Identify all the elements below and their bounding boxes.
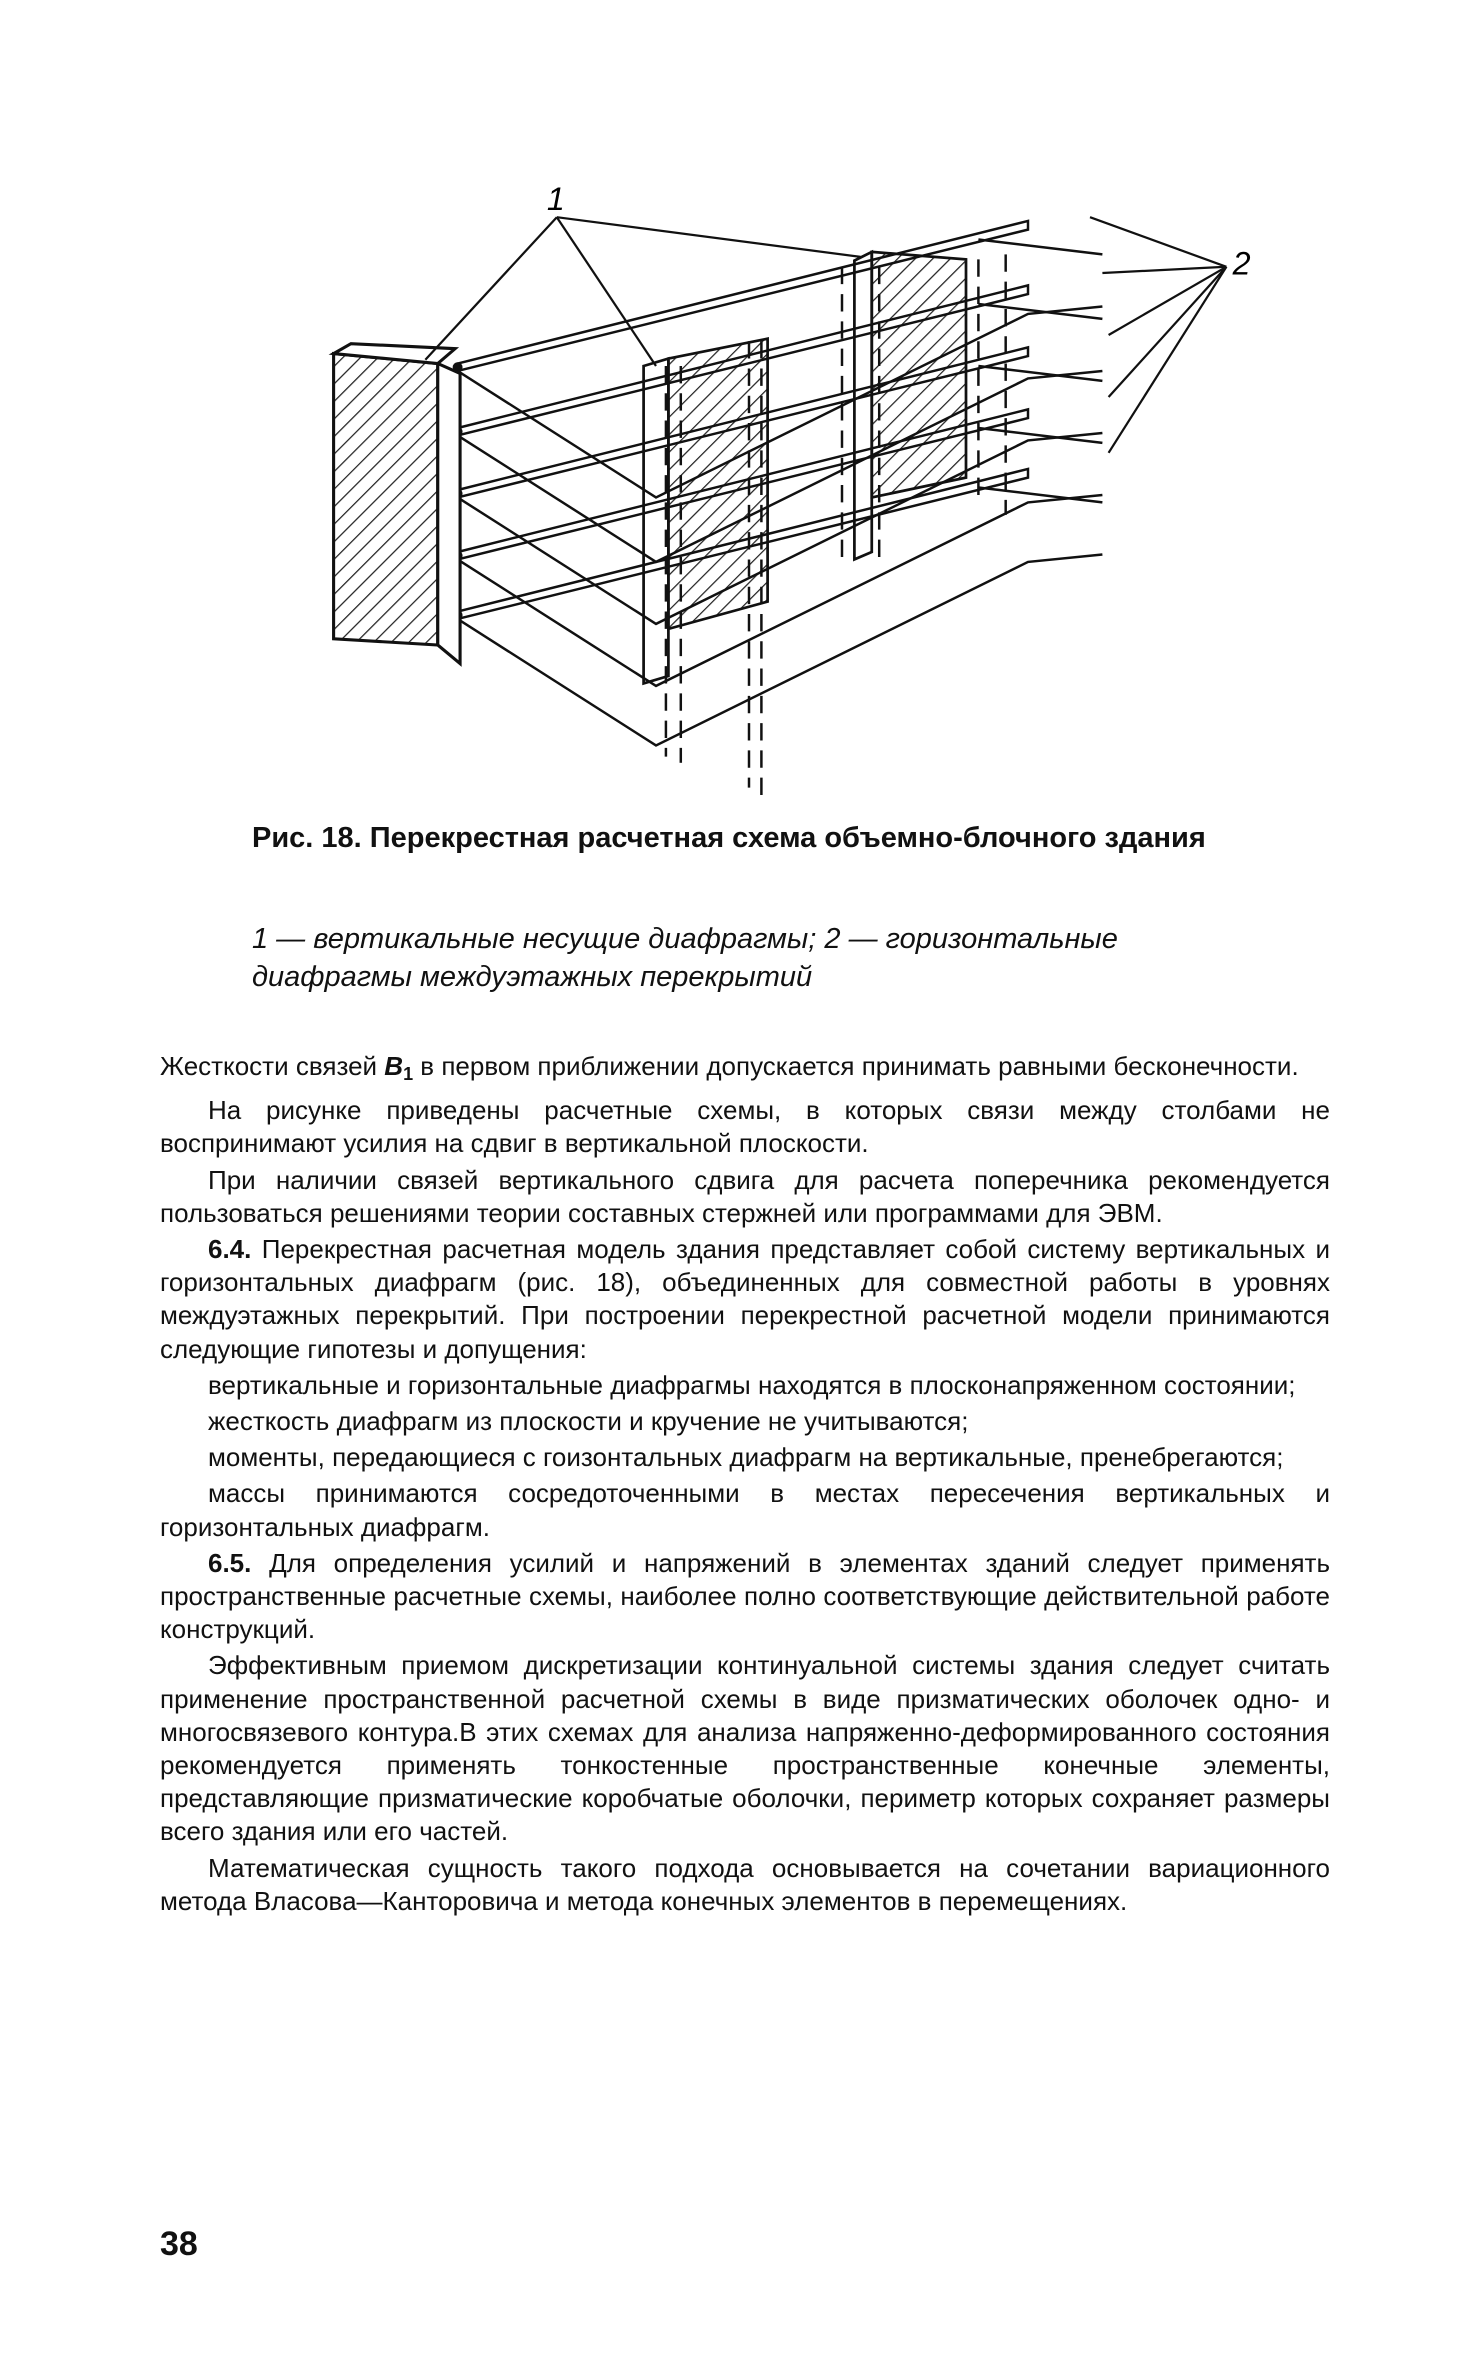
paragraph: вертикальные и горизонтальные диафрагмы находятся в плосконапряженном состоянии; — [208, 1369, 1296, 1400]
vertical-diaphragm-rear-edge — [854, 252, 871, 560]
body-text — [160, 1050, 1330, 1921]
section-number: 6.5. — [208, 1547, 252, 1578]
text-span: Жесткости связей — [160, 1051, 385, 1081]
symbol-b: B — [384, 1051, 404, 1081]
paragraph: Математическая сущность такого подхода основывается на сочетании вариационного метода Власова—Канторовича и метода конечных элементов в перемещениях. — [160, 1852, 1330, 1916]
paragraph: жесткость диафрагм из плоскости и кручение не учитываются; — [208, 1406, 969, 1437]
caption-text: Перекрестная расчетная схема объемно-блочного здания — [369, 822, 1206, 854]
paragraph: Эффективным приемом дискретизации континуальной системы здания следует считать применение пространственной расчетной схемы в виде призматических оболочек одно- и многосвязевого контура.В этих схемах для анализа напряженно-деформированного состояния рекомендуется применять тонкостенные пространственные конечные элементы, представляющие призматические коробчатые оболочки, периметр которых сохраняет размеры всего здания или его частей. — [160, 1650, 1330, 1847]
figure-legend: 1 — вертикальные несущие диафрагмы; 2 — горизонтальные диафрагмы междуэтажных перекрытий — [252, 923, 1118, 993]
text-span: в первом приближении допускается принимать равными бесконечности. — [413, 1051, 1299, 1081]
section-number: 6.4. — [208, 1234, 252, 1265]
figure-diagram — [270, 180, 1290, 800]
leader-line-1 — [425, 217, 556, 360]
horizontal-slab-edge — [458, 495, 1103, 686]
leader-line-2 — [1109, 267, 1227, 453]
page-number: 38 — [160, 2225, 198, 2263]
horizontal-slab-edge — [458, 554, 1103, 745]
label-2: 2 — [1232, 245, 1251, 282]
leader-line-2 — [1102, 267, 1226, 273]
diagram-svg — [270, 180, 1290, 800]
paragraph: На рисунке приведены расчетные схемы, в которых связи между столбами не воспринимают усилия на сдвиг в вертикальной плоскости. — [160, 1095, 1330, 1159]
label-1: 1 — [546, 180, 565, 217]
symbol-subscript: 1 — [403, 1064, 414, 1084]
leader-line-2 — [1109, 267, 1227, 397]
paragraph — [160, 1050, 1330, 1091]
slab-break-line — [978, 304, 1102, 319]
paragraph: При наличии связей вертикального сдвига для расчета поперечника рекомендуется пользоваться решениями теории составных стержней или программами для ЭВМ. — [160, 1164, 1330, 1228]
leader-line-2 — [1109, 267, 1227, 335]
leader-line-2 — [1090, 217, 1226, 267]
vertical-diaphragm-front — [334, 354, 438, 645]
vertical-diaphragm-front-edge — [438, 364, 460, 664]
text-span: Перекрестная расчетная модель здания представляет собой систему вертикальных и горизонтальных диафрагм (рис. 18), объединенных для совместной работы в уровнях междуэтажных перекрытий. При построении перекрестной расчетной модели принимаются следующие гипотезы и допущения: — [160, 1234, 1330, 1364]
figure-caption — [252, 820, 1252, 856]
paragraph: моменты, передающиеся с гоизонтальных диафрагм на вертикальные, пренебрегаются; — [208, 1442, 1284, 1473]
leader-line-1 — [557, 217, 861, 257]
slab-break-line — [978, 240, 1102, 255]
paragraph — [160, 1233, 1330, 1366]
paragraph: массы принимаются сосредоточенными в местах пересечения вертикальных и горизонтальных диафрагм. — [160, 1478, 1330, 1542]
text-span: Для определения усилий и напряжений в элементах зданий следует применять пространственные расчетные схемы, наиболее полно соответствующие действительной работе конструкций. — [160, 1547, 1330, 1645]
paragraph — [160, 1547, 1330, 1647]
caption-prefix: Рис. 18. — [252, 822, 362, 854]
